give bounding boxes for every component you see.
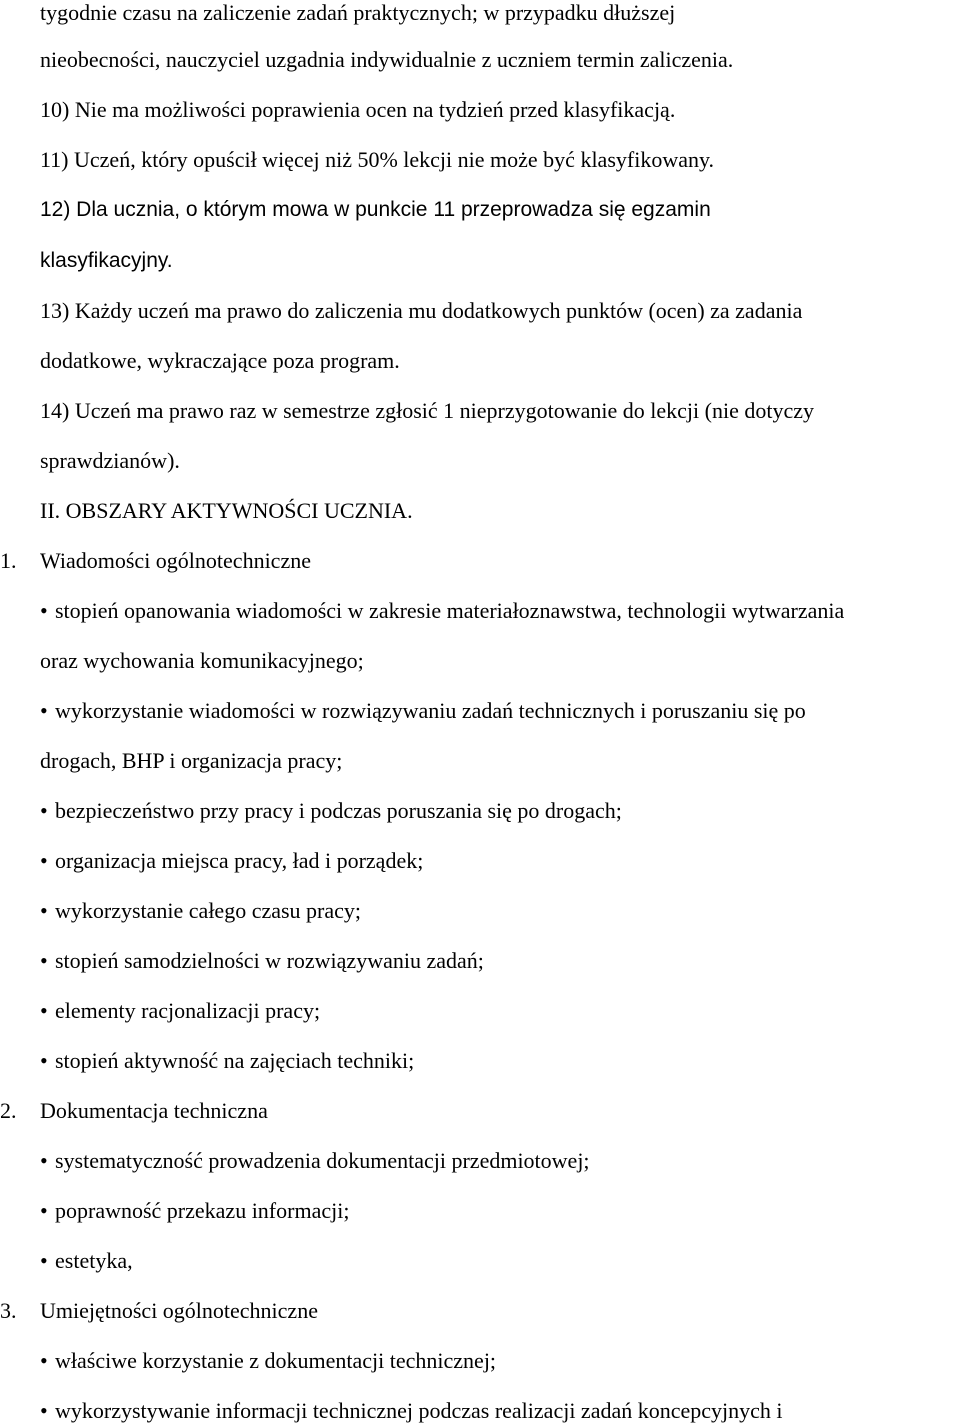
list-item (40, 798, 622, 824)
section-title: Wiadomości ogólnotechniczne (40, 548, 311, 573)
list-item (40, 1048, 414, 1074)
list-item (40, 1398, 783, 1424)
bullet-icon: • (40, 798, 48, 823)
bullet-icon: • (40, 1248, 48, 1273)
section-number: 2. (0, 1098, 17, 1123)
list-item-text: stopień opanowania wiadomości w zakresie materiałoznawstwa, technologii wytwarzania (55, 598, 845, 623)
list-item-text: stopień samodzielności w rozwiązywaniu zadań; (55, 948, 484, 973)
list-item-text: wykorzystanie wiadomości w rozwiązywaniu zadań technicznych i poruszaniu się po (55, 698, 806, 723)
section-title: Dokumentacja techniczna (40, 1098, 268, 1123)
list-item (40, 898, 361, 924)
list-item-text: elementy racjonalizacji pracy; (55, 998, 321, 1023)
list-item-text: estetyka, (55, 1248, 133, 1273)
text-line: tygodnie czasu na zaliczenie zadań praktycznych; w przypadku dłuższej (40, 0, 676, 25)
bullet-icon: • (40, 1048, 48, 1073)
text-line: 10) Nie ma możliwości poprawienia ocen na tydzień przed klasyfikacją. (40, 97, 676, 122)
text-line: 14) Uczeń ma prawo raz w semestrze zgłosić 1 nieprzygotowanie do lekcji (nie dotyczy (40, 398, 814, 423)
list-item-text: poprawność przekazu informacji; (55, 1198, 350, 1223)
list-item (40, 848, 423, 874)
bullet-icon: • (40, 948, 48, 973)
list-item-text: bezpieczeństwo przy pracy i podczas poruszania się po drogach; (55, 798, 622, 823)
bullet-icon: • (40, 1348, 48, 1373)
bullet-icon: • (40, 698, 48, 723)
bullet-icon: • (40, 1198, 48, 1223)
list-item (40, 598, 844, 624)
list-item (40, 698, 806, 724)
list-item (40, 1248, 133, 1274)
list-item (40, 998, 320, 1024)
bullet-icon: • (40, 898, 48, 923)
bullet-icon: • (40, 848, 48, 873)
list-item-text: właściwe korzystanie z dokumentacji technicznej; (55, 1348, 497, 1373)
list-item (40, 1148, 590, 1174)
section-number: 3. (0, 1298, 17, 1323)
list-item-text: stopień aktywność na zajęciach techniki; (55, 1048, 415, 1073)
text-line: nieobecności, nauczyciel uzgadnia indywidualnie z uczniem termin zaliczenia. (40, 47, 734, 72)
section-number: 1. (0, 548, 17, 573)
bullet-icon: • (40, 598, 48, 623)
bullet-icon: • (40, 1398, 48, 1423)
list-item (40, 948, 484, 974)
list-item (40, 1198, 349, 1224)
text-line: klasyfikacyjny. (40, 249, 173, 272)
section-heading: II. OBSZARY AKTYWNOŚCI UCZNIA. (40, 498, 413, 523)
list-item-text: wykorzystanie całego czasu pracy; (55, 898, 362, 923)
text-line: 12) Dla ucznia, o którym mowa w punkcie 11 przeprowadza się egzamin (40, 198, 711, 221)
section-title: Umiejętności ogólnotechniczne (40, 1298, 318, 1323)
bullet-icon: • (40, 998, 48, 1023)
list-item-continuation: drogach, BHP i organizacja pracy; (40, 748, 343, 773)
text-line: 13) Każdy uczeń ma prawo do zaliczenia mu dodatkowych punktów (ocen) za zadania (40, 298, 803, 323)
list-item-text: systematyczność prowadzenia dokumentacji przedmiotowej; (55, 1148, 590, 1173)
bullet-icon: • (40, 1148, 48, 1173)
text-line: sprawdzianów). (40, 448, 180, 473)
list-item-text: organizacja miejsca pracy, ład i porządek; (55, 848, 424, 873)
list-item (40, 1348, 496, 1374)
text-line: dodatkowe, wykraczające poza program. (40, 348, 400, 373)
list-item-continuation: oraz wychowania komunikacyjnego; (40, 648, 364, 673)
list-item-text: wykorzystywanie informacji technicznej podczas realizacji zadań koncepcyjnych i (55, 1398, 783, 1423)
text-line: 11) Uczeń, który opuścił więcej niż 50% lekcji nie może być klasyfikowany. (40, 147, 715, 172)
